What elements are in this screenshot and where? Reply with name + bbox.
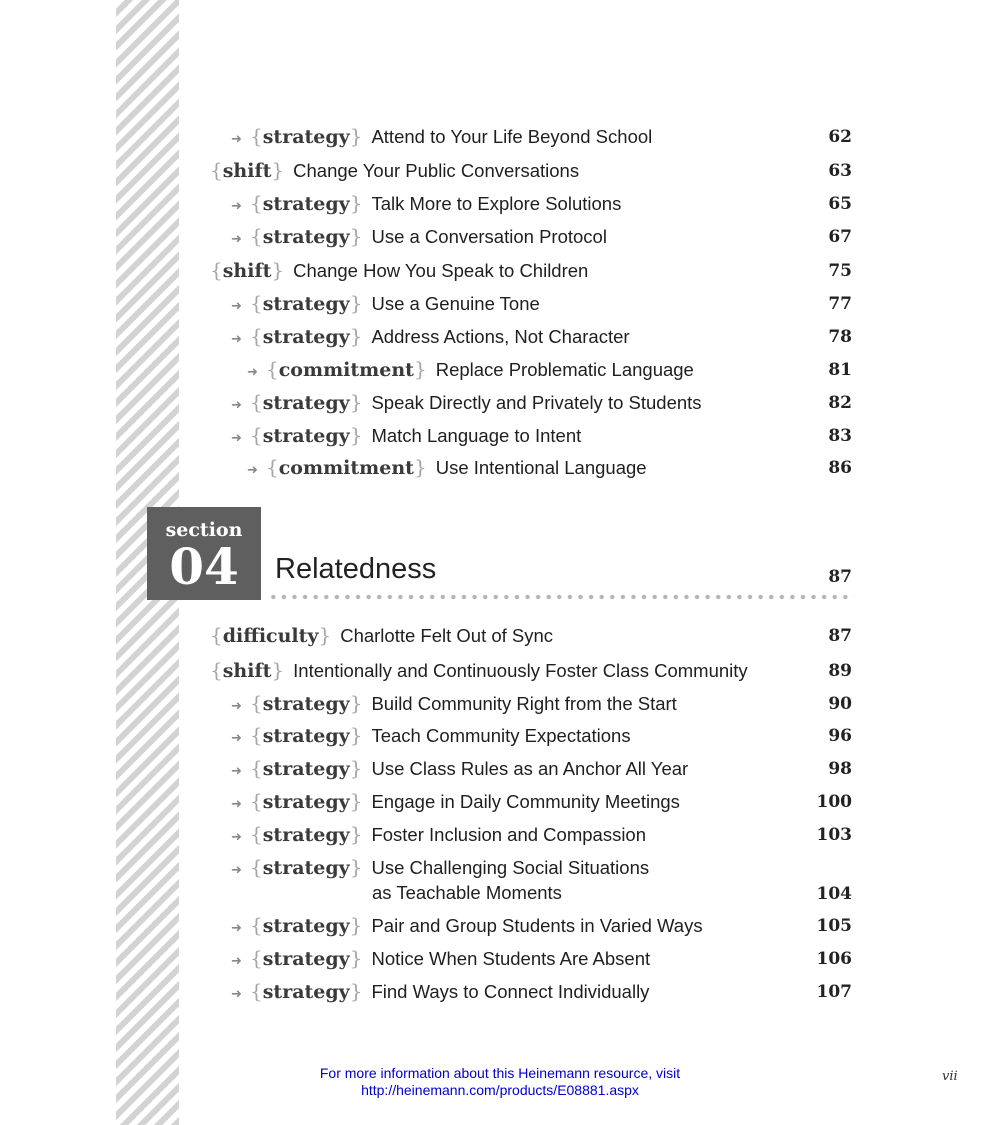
entry-title: Use Intentional Language [435, 457, 647, 478]
page-number: 100 [816, 792, 852, 812]
toc-entry: ➜ { strategy } Use Class Rules as an Anchor All Year 98 [231, 756, 852, 780]
toc-entry: ➜ { strategy } Talk More to Explore Solutions 65 [231, 191, 852, 215]
arrow-icon: ➜ [247, 463, 258, 478]
entry-title: Pair and Group Students in Varied Ways [371, 915, 703, 936]
page-number: 82 [828, 393, 852, 413]
arrow-icon: ➜ [231, 797, 242, 812]
entry-title: Find Ways to Connect Individually [371, 981, 650, 1002]
footer-link[interactable]: http://heinemann.com/products/E08881.aspx [361, 1082, 639, 1098]
arrow-icon: ➜ [231, 232, 242, 247]
toc-entry: { difficulty } Charlotte Felt Out of Sync 87 [210, 623, 852, 647]
toc-entry: ➜ { strategy } Pair and Group Students in Varied Ways 105 [231, 913, 852, 937]
page-number: 103 [816, 825, 852, 845]
toc-entry: ➜ { strategy } Attend to Your Life Beyond School 62 [231, 124, 852, 148]
entry-title: Attend to Your Life Beyond School [371, 126, 653, 147]
entry-title: Use Class Rules as an Anchor All Year [371, 758, 689, 779]
page-number: 96 [828, 726, 852, 746]
page-number: 78 [828, 327, 852, 347]
arrow-icon: ➜ [231, 299, 242, 314]
arrow-icon: ➜ [231, 921, 242, 936]
entry-title: Foster Inclusion and Compassion [371, 824, 647, 845]
toc-entry: ➜ { strategy } Foster Inclusion and Compassion 103 [231, 822, 852, 846]
page-number: 83 [828, 426, 852, 446]
entry-title: Engage in Daily Community Meetings [371, 791, 680, 812]
section-badge [147, 507, 261, 600]
arrow-icon: ➜ [247, 365, 258, 380]
page-number: 87 [828, 626, 852, 646]
page-number: 106 [816, 949, 852, 969]
toc-entry: { shift } Intentionally and Continuously Foster Class Community 89 [210, 658, 852, 682]
footer-text: For more information about this Heinemann resource, visit [319, 1065, 681, 1081]
entry-title: Talk More to Explore Solutions [371, 193, 622, 214]
arrow-icon: ➜ [231, 431, 242, 446]
toc-entry: ➜ { strategy } Match Language to Intent 83 [231, 423, 852, 447]
toc-entry: ➜ { strategy } Notice When Students Are Absent 106 [231, 946, 852, 970]
toc-entry: ➜ { strategy } Build Community Right from the Start 90 [231, 691, 852, 715]
page-number: 105 [816, 916, 852, 936]
toc-entry: ➜ { strategy } Engage in Daily Community Meetings 100 [231, 789, 852, 813]
toc-entry: { shift } Change Your Public Conversations 63 [210, 158, 852, 182]
page-number: 75 [828, 261, 852, 281]
toc-entry: ➜ { commitment } Use Intentional Language 86 [247, 455, 852, 479]
entry-title: Intentionally and Continuously Foster Class Community [293, 660, 748, 681]
toc-entry: { shift } Change How You Speak to Children 75 [210, 258, 852, 282]
toc-entry: ➜ { commitment } Replace Problematic Language 81 [247, 357, 852, 381]
page-number: 89 [828, 661, 852, 681]
page-number: 63 [828, 161, 852, 181]
toc-entry: ➜ { strategy } Speak Directly and Privately to Students 82 [231, 390, 852, 414]
arrow-icon: ➜ [231, 199, 242, 214]
entry-title: Notice When Students Are Absent [371, 948, 651, 969]
toc-entry: ➜ { strategy } Address Actions, Not Character 78 [231, 324, 852, 348]
entry-title: Match Language to Intent [371, 425, 582, 446]
page-number: 77 [828, 294, 852, 314]
entry-title: Change How You Speak to Children [293, 260, 589, 281]
entry-title: Address Actions, Not Character [371, 326, 630, 347]
entry-title: Use Challenging Social Situations [371, 857, 650, 878]
arrow-icon: ➜ [231, 731, 242, 746]
section-number: 04 [169, 537, 239, 596]
footer-note [250, 1065, 750, 1099]
entry-title: Use a Genuine Tone [371, 293, 540, 314]
arrow-icon: ➜ [231, 863, 242, 878]
toc-entry: ➜ { strategy } Use a Conversation Protocol 67 [231, 224, 852, 248]
section-title: Relatedness [275, 553, 437, 585]
toc-entry: ➜ { strategy } Use Challenging Social Situations as Teachable Moments 104 [231, 855, 852, 904]
entry-title: Replace Problematic Language [435, 359, 694, 380]
dotted-divider [268, 594, 854, 600]
section-page-number: 87 [828, 567, 852, 587]
page-number: 104 [816, 884, 852, 904]
page-number: 90 [828, 694, 852, 714]
section-label: section [165, 519, 243, 541]
page-number: 67 [828, 227, 852, 247]
entry-title: Charlotte Felt Out of Sync [340, 625, 554, 646]
page-number: 107 [816, 982, 852, 1002]
arrow-icon: ➜ [231, 332, 242, 347]
arrow-icon: ➜ [231, 398, 242, 413]
entry-title: Build Community Right from the Start [371, 693, 677, 714]
arrow-icon: ➜ [231, 132, 242, 147]
entry-title: Teach Community Expectations [371, 725, 631, 746]
entry-title: Use a Conversation Protocol [371, 226, 607, 247]
page-number: 98 [828, 759, 852, 779]
toc-entry: ➜ { strategy } Teach Community Expectations 96 [231, 723, 852, 747]
entry-title-continued: as Teachable Moments [372, 882, 562, 903]
toc-entry: ➜ { strategy } Find Ways to Connect Individually 107 [231, 979, 852, 1003]
entry-title: Change Your Public Conversations [293, 160, 580, 181]
page-number: 86 [828, 458, 852, 478]
page-number: 62 [828, 127, 852, 147]
arrow-icon: ➜ [231, 699, 242, 714]
folio-page-number: vii [942, 1069, 958, 1084]
arrow-icon: ➜ [231, 764, 242, 779]
page-number: 81 [828, 360, 852, 380]
arrow-icon: ➜ [231, 954, 242, 969]
page-number: 65 [828, 194, 852, 214]
entry-title: Speak Directly and Privately to Students [371, 392, 702, 413]
arrow-icon: ➜ [231, 987, 242, 1002]
toc-entry: ➜ { strategy } Use a Genuine Tone 77 [231, 291, 852, 315]
arrow-icon: ➜ [231, 830, 242, 845]
